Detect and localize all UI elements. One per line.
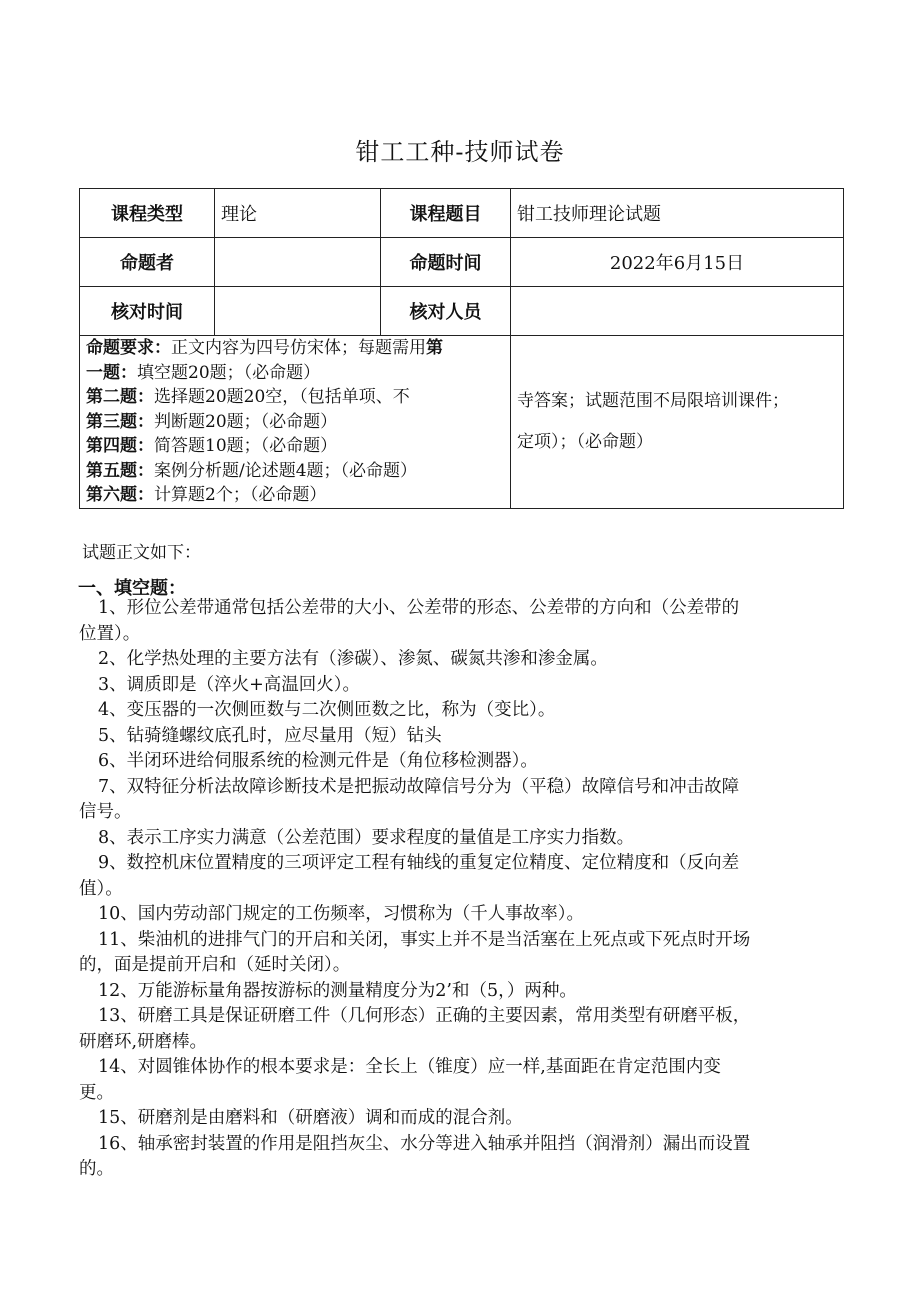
- author-value: [215, 238, 381, 287]
- table-row: [80, 189, 844, 238]
- requirements-right-line-2: 定项）；（必命题）: [517, 431, 653, 452]
- requirement-line-heading: 第四题：: [86, 436, 154, 456]
- table-row: [80, 238, 844, 287]
- page-title: 钳工工种-技师试卷: [355, 138, 565, 166]
- requirements-right-line-1: 寺答案；试题范围不局限培训课件；: [517, 391, 789, 412]
- question-line: 的，面是提前开启和（延时关闭）。: [79, 955, 351, 975]
- requirement-line-text: 简答题10题；（必命题）: [154, 436, 338, 456]
- question-line: 9、数控机床位置精度的三项评定工程有轴线的重复定位精度、定位精度和（反向差: [98, 853, 740, 873]
- question-line: 5、钻骑缝螺纹底孔时，应尽量用（短）钻头: [98, 725, 442, 746]
- question-line: 6、半闭环进给伺服系统的检测元件是（角位移检测器）。: [98, 751, 538, 771]
- question-line: 研磨环,研磨棒。: [79, 1031, 208, 1052]
- question-line: 11、柴油机的进排气门的开启和关闭，事实上并不是当活塞在上死点或下死点时开场: [98, 929, 751, 950]
- requirement-line: [86, 459, 504, 484]
- requirements-cell: [80, 336, 511, 509]
- question-line: 13、研磨工具是保证研磨工件（几何形态）正确的主要因素，常用类型有研磨平板，: [98, 1006, 751, 1026]
- requirement-line: [86, 410, 504, 435]
- requirement-line-tail: 第: [426, 338, 443, 358]
- requirement-line-text: 案例分析题/论述题4题；（必命题）: [154, 460, 418, 481]
- requirement-line: [86, 361, 504, 386]
- questions-list: [79, 596, 850, 1183]
- question-line: 值）。: [79, 878, 123, 899]
- requirement-line-text: 判断题20题；（必命题）: [154, 411, 338, 432]
- requirement-line: [86, 336, 504, 361]
- intro-text: 试题正文如下：: [82, 543, 201, 563]
- requirements-lines: [86, 336, 504, 508]
- course-topic-value: 钳工技师理论试题: [511, 189, 844, 238]
- course-type-value: 理论: [215, 189, 381, 238]
- question-line: 15、研磨剂是由磨料和（研磨液）调和而成的混合剂。: [98, 1108, 523, 1128]
- check-time-value: [215, 287, 381, 336]
- requirement-line-heading: 第三题：: [86, 411, 154, 432]
- question-line: 3、调质即是（淬火+高温回火）。: [98, 674, 361, 695]
- question-line: 位置）。: [79, 623, 141, 644]
- date-value: 2022年6月15日: [511, 238, 844, 287]
- requirement-line-text: 填空题20题；（必命题）: [137, 362, 321, 383]
- checker-value: [511, 287, 844, 336]
- course-type-label: 课程类型: [80, 189, 215, 238]
- author-label: 命题者: [80, 238, 215, 287]
- question-line: 信号。: [79, 802, 132, 822]
- requirement-line-heading: 第二题：: [86, 387, 154, 407]
- question-line: 8、表示工序实力满意（公差范围）要求程度的量值是工序实力指数。: [98, 827, 635, 848]
- course-info-table: [79, 188, 844, 509]
- section-title: 一、填空题：: [78, 578, 186, 599]
- question-line: 16、轴承密封装置的作用是阻挡灰尘、水分等进入轴承并阻挡（润滑剂）漏出而设置: [98, 1133, 751, 1154]
- question-line: 1、形位公差带通常包括公差带的大小、公差带的形态、公差带的方向和（公差带的: [98, 598, 740, 618]
- requirement-line: [86, 434, 504, 459]
- question-line: 7、双特征分析法故障诊断技术是把振动故障信号分为（平稳）故障信号和冲击故障: [98, 776, 740, 797]
- requirement-line-heading: 一题：: [86, 362, 137, 383]
- question-line: 12、万能游标量角器按游标的测量精度分为2’和（5，）两种。: [98, 980, 577, 1001]
- question-line: 更。: [79, 1082, 114, 1103]
- requirement-line-text: 选择题20题20空，（包括单项、不: [154, 387, 410, 407]
- requirement-line-text: 正文内容为四号仿宋体；每题需用: [171, 338, 426, 358]
- requirement-line-heading: 命题要求：: [86, 338, 171, 358]
- requirements-right-cell: [511, 336, 844, 509]
- requirements-row: [80, 336, 844, 509]
- requirement-line-text: 计算题2个；（必命题）: [154, 485, 327, 505]
- requirement-line: [86, 483, 504, 508]
- requirement-line-heading: 第五题：: [86, 460, 154, 481]
- question-line: 2、化学热处理的主要方法有（渗碳）、渗氮、碳氮共渗和渗金属。: [98, 649, 608, 669]
- requirement-line: [86, 385, 504, 410]
- course-topic-label: 课程题目: [381, 189, 511, 238]
- question-line: 14、对圆锥体协作的根本要求是：全长上（锥度）应一样,基面距在肯定范围内变: [98, 1057, 721, 1077]
- table-row: [80, 287, 844, 336]
- question-line: 4、变压器的一次侧匝数与二次侧匝数之比，称为（变比）。: [98, 700, 556, 720]
- question-line: 的。: [79, 1159, 114, 1179]
- date-label: 命题时间: [381, 238, 511, 287]
- requirement-line-heading: 第六题：: [86, 485, 154, 505]
- question-line: 10、国内劳动部门规定的工伤频率，习惯称为（千人事故率）。: [98, 904, 585, 924]
- check-time-label: 核对时间: [80, 287, 215, 336]
- checker-label: 核对人员: [381, 287, 511, 336]
